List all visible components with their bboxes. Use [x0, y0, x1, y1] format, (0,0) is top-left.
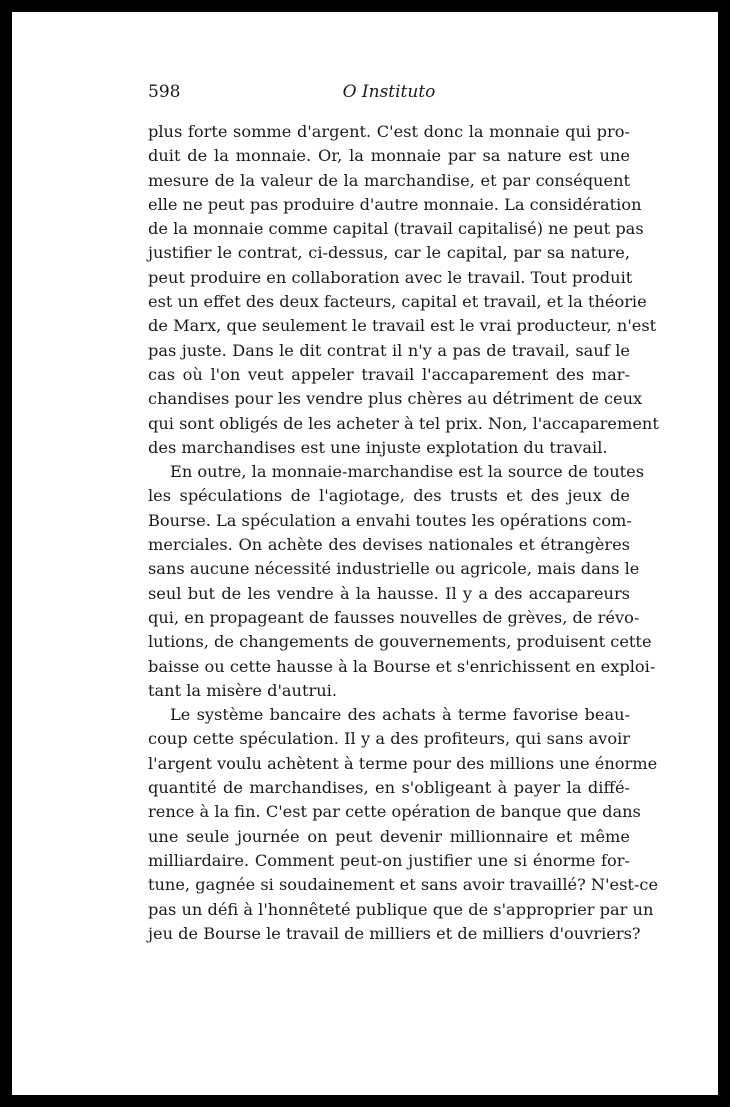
text-line: sans aucune nécessité industrielle ou agricole, mais dans le [148, 559, 640, 579]
text-line: elle ne peut pas produire d'autre monnaie. La considération [148, 194, 642, 214]
text-line: jeu de Bourse le travail de milliers et de milliers d'ouvriers? [148, 923, 641, 943]
text-line: En outre, la monnaie-marchandise est la source de toutes [170, 462, 645, 482]
text-line: est un effet des deux facteurs, capital et travail, et la théorie [148, 292, 647, 312]
text-line: seul but de les vendre à la hausse. Il y a des accapareurs [148, 583, 630, 603]
text-line: tune, gagnée si soudainement et sans avoir travaillé? N'est-ce [148, 875, 659, 895]
journal-title: O Instituto [342, 82, 436, 102]
running-head [148, 82, 630, 106]
page-number: 598 [148, 82, 181, 102]
body-text [148, 120, 659, 946]
text-line: une seule journée on peut devenir millionnaire et même [148, 826, 630, 846]
text-line: tant la misère d'autrui. [148, 680, 337, 700]
text-line: pas un défi à l'honnêteté publique que de s'approprier par un [148, 899, 654, 919]
text-line: duit de la monnaie. Or, la monnaie par sa nature est une [148, 146, 630, 166]
text-line: peut produire en collaboration avec le travail. Tout produit [148, 267, 633, 287]
text-line: justifier le contrat, ci-dessus, car le capital, par sa nature, [148, 243, 630, 263]
text-line: des marchandises est une injuste explotation du travail. [148, 437, 608, 457]
text-line: de Marx, que seulement le travail est le vrai producteur, n'est [148, 316, 657, 336]
text-line: qui sont obligés de les acheter à tel prix. Non, l'accaparement [148, 413, 659, 433]
text-line: merciales. On achète des devises nationales et étrangères [148, 535, 630, 555]
text-line: chandises pour les vendre plus chères au détriment de ceux [148, 389, 643, 409]
text-line: milliardaire. Comment peut-on justifier une si énorme for- [148, 850, 630, 870]
text-line: cas où l'on veut appeler travail l'accaparement des mar- [148, 364, 630, 384]
text-line: coup cette spéculation. Il y a des profiteurs, qui sans avoir [148, 729, 630, 749]
text-line: baisse ou cette hausse à la Bourse et s'enrichissent en exploi- [148, 656, 656, 676]
text-line: plus forte somme d'argent. C'est donc la monnaie qui pro- [148, 122, 630, 141]
document-page [12, 12, 718, 1095]
text-line: Bourse. La spéculation a envahi toutes les opérations com- [148, 510, 632, 530]
text-line: mesure de la valeur de la marchandise, et par conséquent [148, 170, 630, 190]
text-line: quantité de marchandises, en s'obligeant à payer la diffé- [148, 778, 630, 798]
text-line: de la monnaie comme capital (travail capitalisé) ne peut pas [148, 219, 644, 239]
text-line: les spéculations de l'agiotage, des trusts et des jeux de [148, 486, 630, 506]
text-line: Le système bancaire des achats à terme favorise beau- [170, 705, 630, 725]
text-line: l'argent voulu achètent à terme pour des millions une énorme [148, 753, 658, 773]
text-line: lutions, de changements de gouvernements, produisent cette [148, 632, 652, 652]
text-line: pas juste. Dans le dit contrat il n'y a pas de travail, sauf le [148, 340, 630, 360]
text-line: rence à la fin. C'est par cette opération de banque que dans [148, 802, 641, 822]
text-line: qui, en propageant de fausses nouvelles de grèves, de révo- [148, 607, 640, 627]
